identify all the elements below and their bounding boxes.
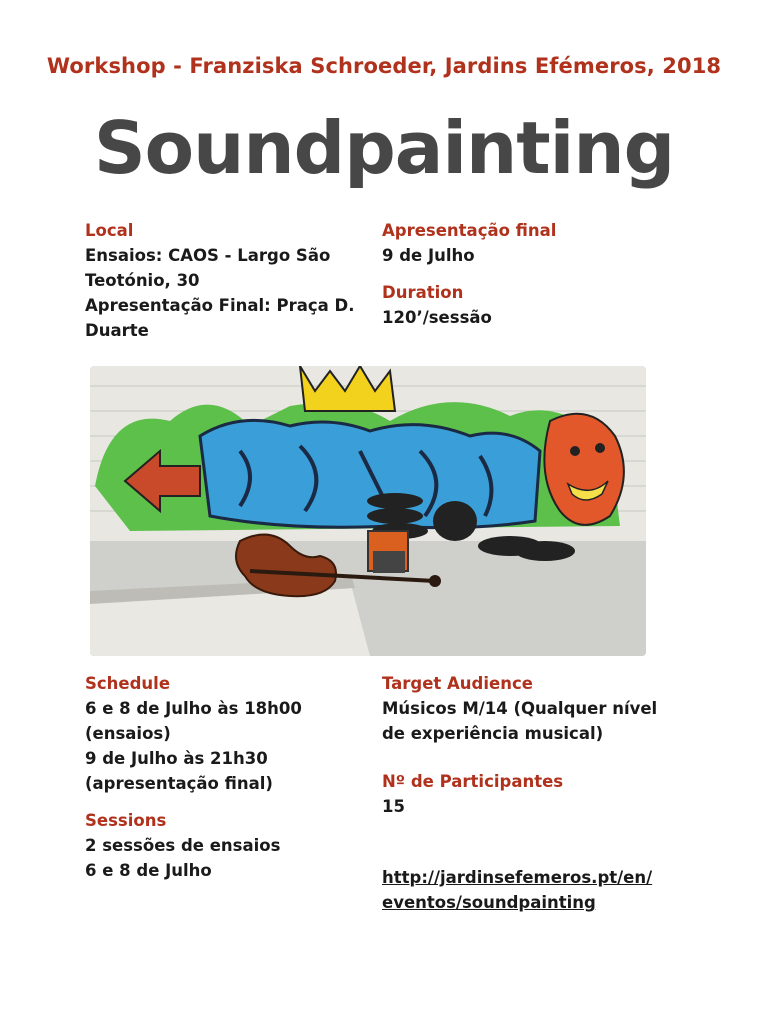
sessions-heading: Sessions bbox=[85, 811, 167, 830]
duration-text: 120’/sessão bbox=[382, 308, 492, 327]
final-date: 9 de Julho bbox=[382, 246, 475, 265]
audience-heading: Target Audience bbox=[382, 674, 533, 693]
schedule-section bbox=[85, 671, 365, 883]
participants-heading: Nº de Participantes bbox=[382, 772, 564, 791]
event-link[interactable]: http://jardinsefemeros.pt/en/ eventos/soundpainting bbox=[382, 868, 653, 912]
local-heading: Local bbox=[85, 221, 134, 240]
schedule-text: 6 e 8 de Julho às 18h00 (ensaios) 9 de Julho às 21h30 (apresentação final) bbox=[85, 699, 302, 793]
workshop-subtitle: Workshop - Franziska Schroeder, Jardins Efémeros, 2018 bbox=[46, 54, 722, 78]
local-text: Ensaios: CAOS - Largo São Teotónio, 30 Apresentação Final: Praça D. Duarte bbox=[85, 246, 355, 340]
photo-illustration bbox=[90, 366, 646, 656]
duration-heading: Duration bbox=[382, 283, 464, 302]
graffiti-cello-photo bbox=[90, 366, 646, 656]
local-section bbox=[85, 218, 355, 343]
schedule-heading: Schedule bbox=[85, 674, 171, 693]
participants-count: 15 bbox=[382, 797, 405, 816]
sessions-text: 2 sessões de ensaios 6 e 8 de Julho bbox=[85, 836, 281, 880]
page-title: Soundpainting bbox=[93, 106, 675, 190]
audience-section bbox=[382, 671, 682, 915]
audience-text: Músicos M/14 (Qualquer nível de experiência musical) bbox=[382, 699, 658, 743]
final-heading: Apresentação final bbox=[382, 221, 557, 240]
final-section bbox=[382, 218, 682, 330]
